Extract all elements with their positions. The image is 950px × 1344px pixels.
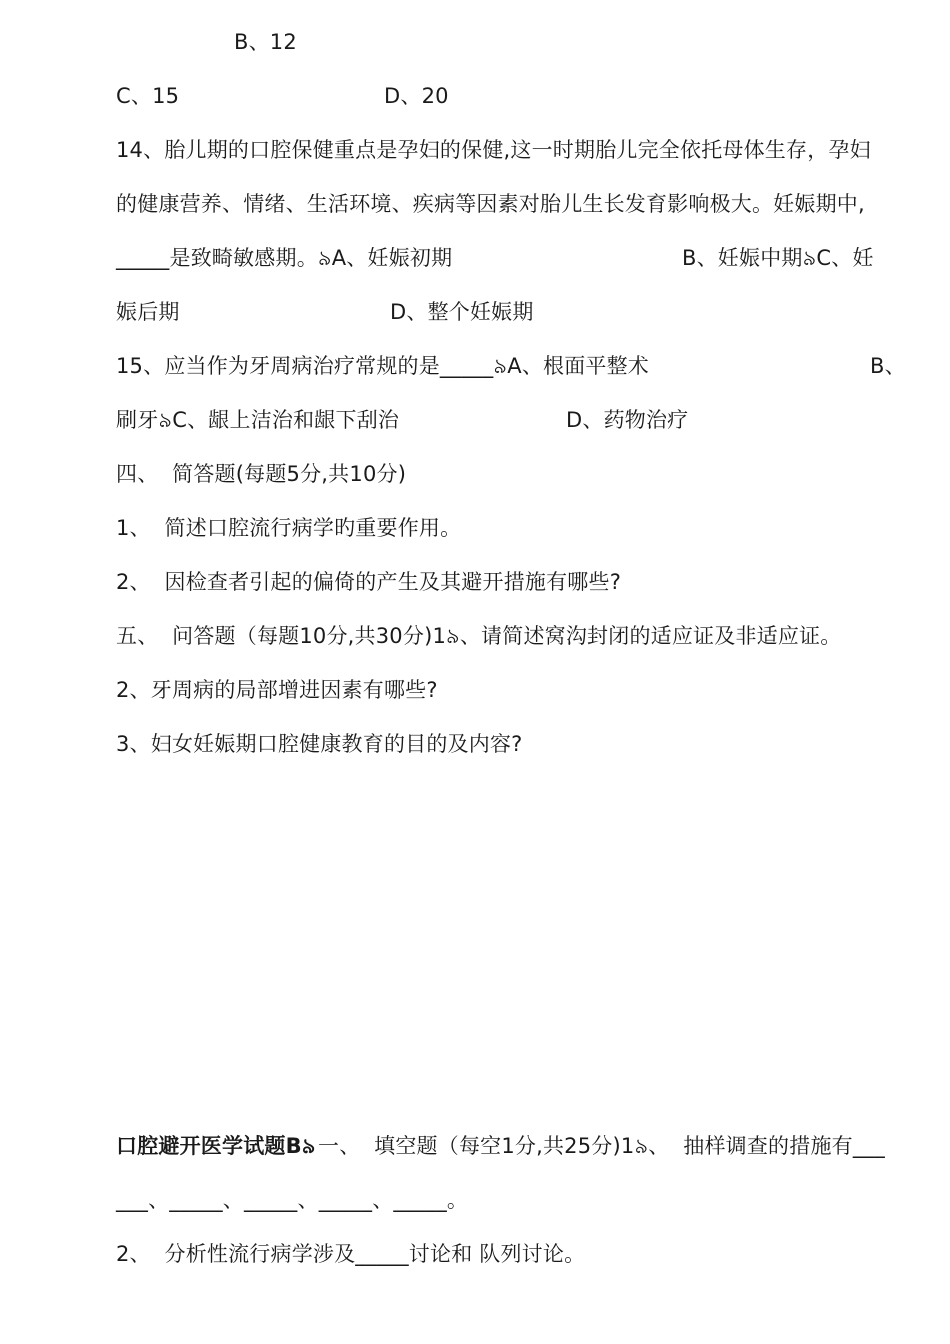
question-14-line-3: _____是致畸敏感期。৯A、妊娠初期	[116, 246, 453, 270]
question-15-line-2: 刷牙৯C、龈上洁治和龈下刮治	[116, 408, 400, 432]
question-14-option-d: D、整个妊娠期	[390, 300, 534, 324]
exam-b-title: 口腔避开医学试题B৯	[116, 1134, 316, 1158]
question-15-line-1: 15、应当作为牙周病治疗常规的是_____৯A、根面平整术	[116, 354, 650, 378]
short-answer-1: 1、 简述口腔流行病学旳重要作用。	[116, 516, 462, 540]
option-d-20: D、20	[384, 84, 449, 108]
essay-question-3: 3、妇女妊娠期口腔健康教育的目的及内容?	[116, 732, 523, 756]
question-15-option-d: D、药物治疗	[566, 408, 689, 432]
fill-blank-2: 2、 分析性流行病学涉及_____讨论和 队列讨论。	[116, 1242, 586, 1266]
question-14-options-bc: B、妊娠中期৯C、妊	[682, 246, 874, 270]
essay-question-2: 2、牙周病的局部增进因素有哪些?	[116, 678, 438, 702]
fill-blank-heading: 一、 填空题（每空1分,共25分)1৯、 抽样调查的措施有___	[318, 1134, 885, 1158]
fill-blank-1-cont: ___、_____、_____、_____、_____。	[116, 1188, 469, 1212]
short-answer-2: 2、 因检查者引起的偏倚的产生及其避开措施有哪些?	[116, 570, 622, 594]
option-b-12: B、12	[234, 30, 297, 54]
question-14-line-1: 14、胎儿期的口腔保健重点是孕妇的保健,这一时期胎儿完全依托母体生存，孕妇	[116, 138, 871, 162]
option-c-15: C、15	[116, 84, 180, 108]
question-14-line-2: 的健康营养、情绪、生活环境、疾病等因素对胎儿生长发育影响极大。妊娠期中,	[116, 192, 865, 216]
question-14-option-c-cont: 娠后期	[116, 300, 180, 324]
section-4-heading: 四、 简答题(每题5分,共10分)	[116, 462, 407, 486]
section-5-heading: 五、 问答题（每题10分,共30分)1৯、请简述窝沟封闭的适应证及非适应证。	[116, 624, 842, 648]
question-15-option-b-label: B、	[870, 354, 906, 378]
